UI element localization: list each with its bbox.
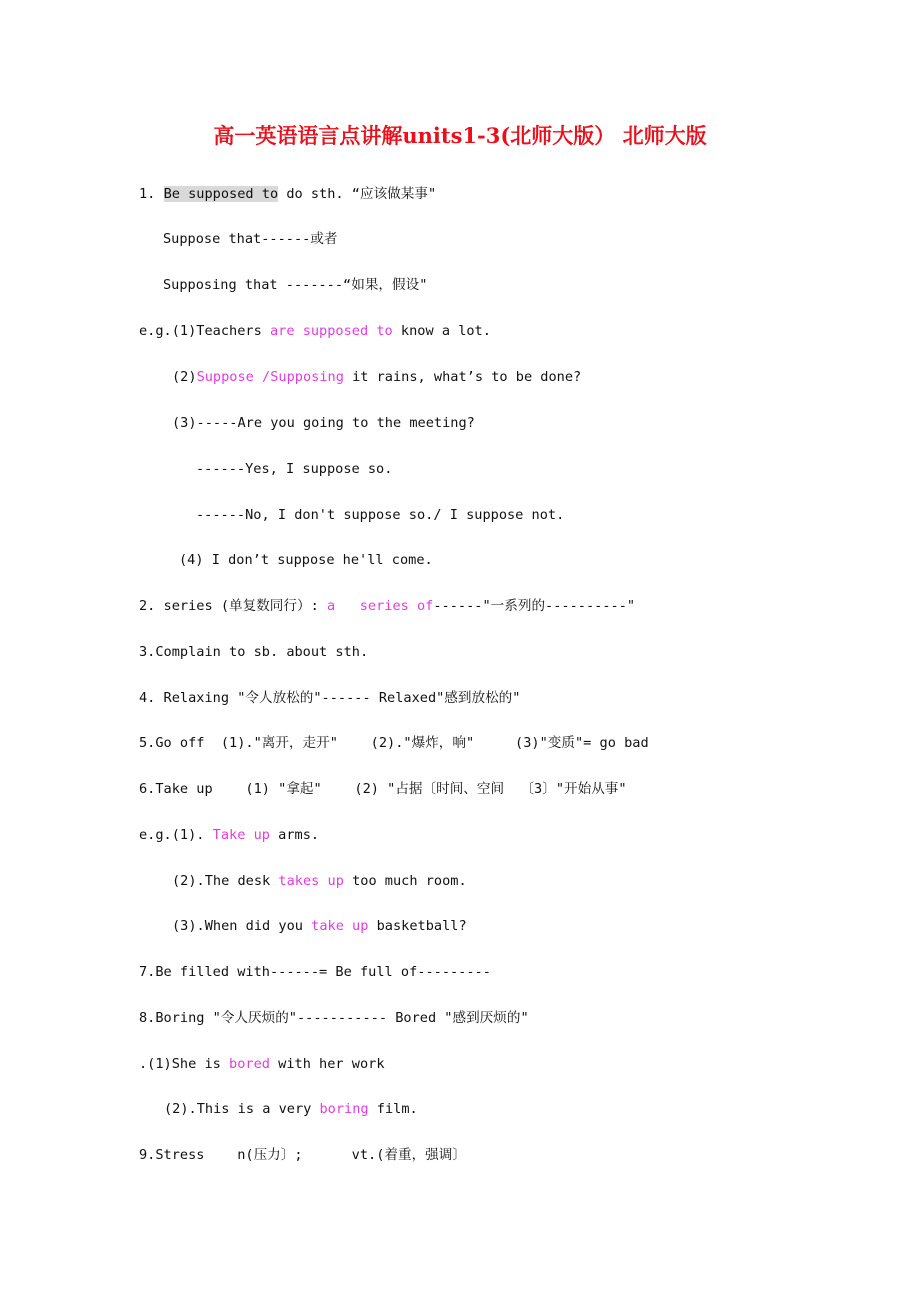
line-text: 1. [139, 186, 164, 202]
note-line [139, 1054, 385, 1074]
highlighted-phrase: bored [229, 1056, 270, 1072]
note-line [172, 871, 467, 891]
line-text: ------Yes, I suppose so. [196, 461, 393, 477]
note-line [172, 916, 467, 936]
shaded-phrase: Be supposed to [163, 186, 279, 202]
line-text: (2).The desk [172, 873, 279, 889]
line-text: 7.Be filled with------= Be full of--------- [139, 964, 491, 980]
line-text: arms. [269, 827, 320, 843]
line-text: 4. Relaxing "令人放松的"------ Relaxed"感到放松的" [139, 690, 521, 706]
line-text: (4) I don’t suppose he'll come. [179, 552, 433, 568]
highlighted-phrase: take up [311, 918, 369, 934]
line-text: ------No, I don't suppose so./ I suppose not. [196, 507, 565, 523]
note-line [139, 1145, 466, 1165]
note-line [179, 550, 433, 570]
line-text: basketball? [368, 918, 467, 934]
document-title: 高一英语语言点讲解units1-3(北师大版） 北师大版 [213, 123, 707, 148]
note-line [139, 733, 649, 753]
line-text: ------"一系列的----------" [433, 598, 636, 614]
line-text: (3)-----Are you going to the meeting? [172, 415, 475, 431]
note-line [163, 229, 338, 249]
line-text: with her work [269, 1056, 385, 1072]
note-line [139, 962, 491, 982]
line-text: 8.Boring "令人厌烦的"----------- Bored "感到厌烦的" [139, 1010, 529, 1026]
line-text: 3.Complain to sb. about sth. [139, 644, 369, 660]
line-text: film. [368, 1101, 418, 1117]
note-line [139, 184, 436, 204]
note-line [139, 642, 368, 662]
note-line [139, 825, 319, 845]
line-text: (2).This is a very [164, 1101, 320, 1117]
note-line [164, 1099, 418, 1119]
line-text: e.g.(1). [139, 827, 213, 843]
line-text: do sth. “应该做某事" [278, 186, 437, 202]
line-text: (3).When did you [172, 918, 312, 934]
note-line [172, 413, 475, 433]
note-line [196, 459, 392, 479]
highlighted-phrase: Suppose /Supposing [196, 369, 344, 385]
highlighted-phrase: boring [319, 1101, 369, 1117]
note-line [139, 779, 627, 799]
note-line [172, 367, 581, 387]
note-line [139, 321, 491, 341]
line-text: 6.Take up (1) "拿起" (2) "占据〔时间、空间 〔3〕"开始从事" [139, 781, 627, 797]
line-text: 9.Stress n(压力〕; vt.(着重，强调〕 [139, 1147, 466, 1163]
highlighted-phrase: a series of [326, 598, 434, 614]
note-line [196, 505, 564, 525]
line-text: e.g.(1)Teachers [139, 323, 270, 339]
line-text: 5.Go off (1)."离开，走开" (2)."爆炸，响" (3)"变质"= go bad [139, 735, 649, 751]
line-text: .(1)She is [139, 1056, 230, 1072]
line-text: Suppose that------或者 [163, 231, 338, 247]
line-text: know a lot. [392, 323, 491, 339]
highlighted-phrase: are supposed to [269, 323, 393, 339]
line-text: Supposing that -------“如果，假设" [163, 277, 428, 293]
highlighted-phrase: Take up [212, 827, 270, 843]
line-text: it rains, what’s to be done? [343, 369, 582, 385]
note-line [139, 596, 635, 616]
note-line [163, 275, 427, 295]
note-line [139, 1008, 529, 1028]
line-text: 2. series (单复数同行）: [139, 598, 327, 614]
note-line [139, 688, 520, 708]
line-text: (2) [172, 369, 197, 385]
highlighted-phrase: takes up [278, 873, 344, 889]
line-text: too much room. [343, 873, 467, 889]
